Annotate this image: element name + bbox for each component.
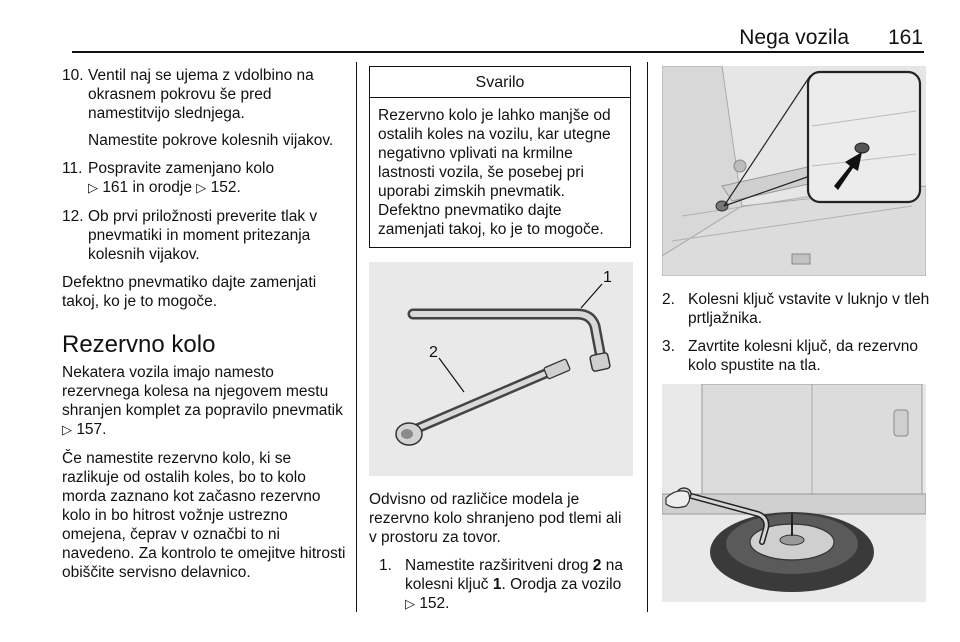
page-header xyxy=(70,22,923,52)
page-reference-arrow-icon: ▷ xyxy=(62,423,72,438)
column-divider xyxy=(356,62,357,612)
spare-wheel-lowering-image xyxy=(662,384,926,602)
cargo-floor-illustration xyxy=(662,66,926,276)
item-number: 2. xyxy=(662,291,675,308)
list-item xyxy=(62,207,347,264)
item-number: 3. xyxy=(662,338,675,355)
column-middle xyxy=(369,66,633,623)
warning-box xyxy=(369,66,631,248)
list-item xyxy=(662,337,930,375)
paragraph: Defektno pnevmatiko dajte zamenjati takoj, ko je to mogoče. xyxy=(62,274,317,310)
column-right xyxy=(662,66,930,602)
list-item xyxy=(379,556,633,614)
column-left xyxy=(62,66,347,591)
callout-label: 2 xyxy=(429,344,438,361)
column-divider xyxy=(647,62,648,612)
page-reference-arrow-icon: ▷ xyxy=(405,597,415,612)
page-reference[interactable]: 161 xyxy=(102,179,129,196)
list-item xyxy=(62,159,347,198)
warning-title: Svarilo xyxy=(370,67,630,98)
item-text: Ventil naj se ujema z vdolbino na okrasnem pokrovu še pred namestitvijo slednjega. xyxy=(88,67,314,122)
paragraph: Če namestite rezervno kolo, ki se razlikuje od ostalih koles, bo to kolo morda zaznano kot začasno rezervno kolo in bo hitrost vožnje ustrezno omejena, čeprav v označbi to ni navedeno. Za kontrolo te omejitve hitrosti obiščite servisno delavnico. xyxy=(62,450,346,581)
item-text: Namestite razširitveni drog 2 na kolesni ključ 1. Orodja za vozilo ▷ 152. xyxy=(405,557,623,612)
section-title: Nega vozila xyxy=(739,26,849,49)
item-text: Zavrtite kolesni ključ, da rezervno kolo spustite na tla. xyxy=(688,338,919,374)
page-number: 161 xyxy=(887,26,923,49)
page-reference-arrow-icon: ▷ xyxy=(196,181,207,196)
page-reference[interactable]: 152. xyxy=(210,179,241,196)
item-text: Ob prvi priložnosti preverite tlak v pnevmatiki in moment pritezanja kolesnih vijakov. xyxy=(88,208,318,263)
page-reference-arrow-icon: ▷ xyxy=(88,181,98,196)
section-heading: Rezervno kolo xyxy=(62,331,216,358)
page-reference[interactable]: 152. xyxy=(419,595,450,612)
warning-text: Rezervno kolo je lahko manjše od ostalih koles na vozilu, kar utegne negativno vplivati na krmilne lastnosti vozila, še posebej pri uporabi zimskih pnevmatik. Defektno pnevmatiko dajte zamenjati takoj, ko je to mogoče. xyxy=(378,107,611,238)
item-number: 11. xyxy=(62,160,83,177)
lowering-spare-wheel-illustration xyxy=(662,384,926,602)
item-number: 10. xyxy=(62,67,84,84)
item-text: Kolesni ključ vstavite v luknjo v tleh prtljažnika. xyxy=(688,291,930,327)
list-item xyxy=(662,290,930,328)
wheel-wrench-extension-image xyxy=(369,262,633,476)
list-item xyxy=(62,66,347,150)
header-rule xyxy=(72,51,924,53)
paragraph: Nekatera vozila imajo namesto rezervnega kolesa na njegovem mestu shranjen komplet za popravilo pnevmatik ▷ 157. xyxy=(62,364,343,438)
cargo-floor-hole-image xyxy=(662,66,926,276)
item-number: 12. xyxy=(62,208,84,225)
item-text: Pospravite zamenjano kolo ▷ 161 in orodje ▷ 152. xyxy=(88,160,275,196)
page-reference[interactable]: 157. xyxy=(76,421,107,438)
tools-illustration xyxy=(369,262,633,476)
item-number: 1. xyxy=(379,557,392,574)
item-subtext: Namestite pokrove kolesnih vijakov. xyxy=(88,132,334,149)
callout-label: 1 xyxy=(603,269,612,286)
paragraph: Odvisno od različice modela je rezervno kolo shranjeno pod tlemi ali v prostoru za tovor. xyxy=(369,491,622,546)
